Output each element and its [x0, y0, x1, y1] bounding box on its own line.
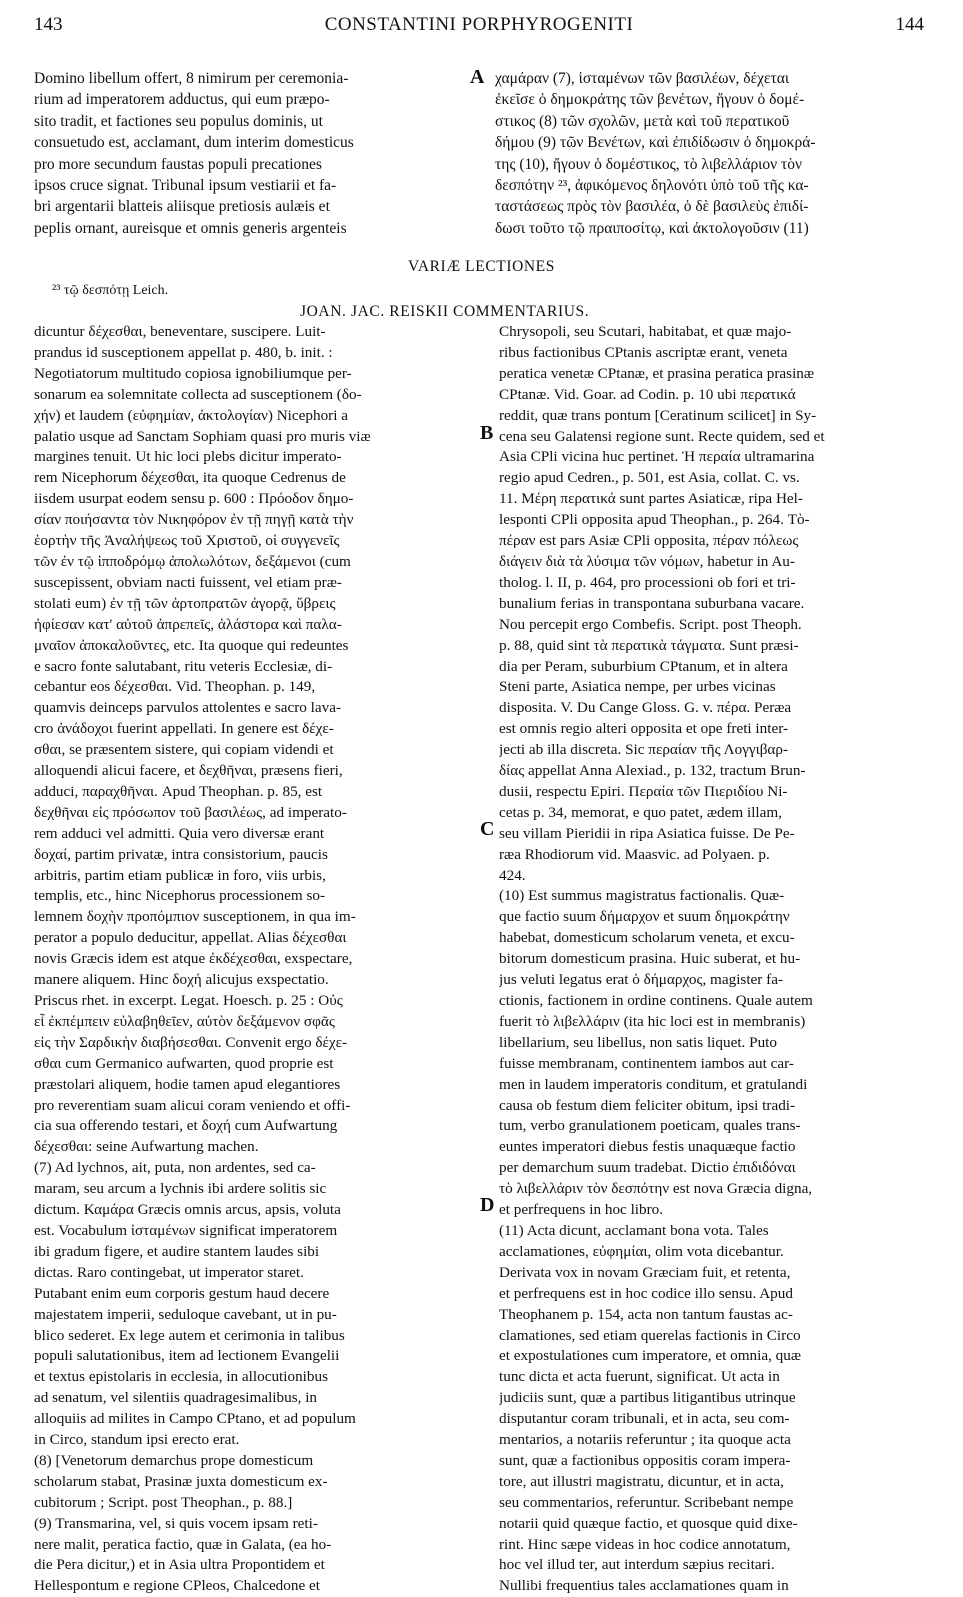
commentary-line: margines tenuit. Ut hic loci plebs dicitur imperato-	[34, 448, 342, 466]
commentary-line: cena seu Galatensi regione sunt. Recte quidem, sed et	[499, 427, 825, 445]
commentary-line: est. Vocabulum ἱσταμένων significat imperatorem	[34, 1221, 338, 1239]
commentary-line: stolati eum) ἐν τῇ τῶν ἀρτοπρατῶν ἀγορᾷ, ὕβρεις	[34, 594, 336, 612]
commentary-line: prandus id susceptionem appellat p. 480, b. init. :	[34, 343, 333, 361]
commentary-line: πέραν est pars Asiæ CPli opposita, πέραν πόλεως	[499, 532, 799, 550]
commentary-line: majestatem imperii, seduloque cavebant, ut in pu-	[34, 1305, 337, 1323]
commentary-line: seu commentarios, referuntur. Scribebant nempe	[499, 1493, 794, 1511]
greek-line: στικος (8) τῶν σχολῶν, μετὰ καὶ τοῦ περατικοῦ	[495, 112, 790, 130]
commentary-line: fuerit τὸ λιβελλάριν (ita hic loci est in membranis)	[499, 1012, 806, 1030]
commentary-line: Derivata vox in novam Græciam fuit, et retenta,	[499, 1263, 791, 1281]
commentary-line: men in laudem imperatoris conditum, et gratulandi	[499, 1075, 808, 1093]
commentary-line: arbitris, partim etiam publicæ in foro, viis urbis,	[34, 866, 326, 884]
commentary-line: disposita. V. Du Cange Gloss. G. v. πέρα. Peræa	[499, 699, 792, 717]
commentary-heading: JOAN. JAC. REISKII COMMENTARIUS.	[300, 303, 590, 320]
greek-line: της (10), ἤγουν ὁ δομέστικος, τὸ λιβελλάριον τὸν	[495, 155, 802, 173]
commentary-line: iisdem usurpat eodem sensu p. 600 : Πρόοδον δημο-	[34, 490, 354, 508]
commentary-line: reddit, quæ trans pontum [Ceratinum scilicet] in Sy-	[499, 406, 817, 424]
latin-line: Domino libellum offert, 8 nimirum per ceremonia-	[34, 70, 349, 87]
commentary-line: σίαν ποιήσαντα τὸν Νικηφόρον ἐν τῇ πηγῇ κατὰ τὴν	[34, 511, 354, 529]
commentary-line: rem Nicephorum δέχεσθαι, ita quoque Cedrenus de	[34, 469, 346, 487]
commentary-line: CPtanæ. Vid. Goar. ad Codin. p. 10 ubi περατικά	[499, 385, 796, 403]
commentary-line: ibi gradum figere, et audire stantem laudes sibi	[34, 1242, 320, 1260]
commentary-line: et perfrequens in hoc libro.	[499, 1201, 664, 1219]
commentary-line: acclamationes, εὐφημίαι, olim vota dicebantur.	[499, 1242, 784, 1260]
margin-marker-b: B	[480, 422, 494, 444]
margin-marker-a: A	[470, 66, 485, 88]
commentary-line: Theophanem p. 154, acta non tantum faustas ac-	[499, 1305, 793, 1323]
commentary-line: habebat, domesticum scholarum veneta, et excu-	[499, 929, 795, 947]
commentary-line: 424.	[499, 866, 526, 884]
commentary-line: (11) Acta dicunt, acclamant bona vota. Tales	[499, 1221, 769, 1239]
commentary-line: præstolari aliquem, hodie tamen apud elegantiores	[34, 1075, 341, 1093]
commentary-line: Priscus rhet. in excerpt. Legat. Hoesch. p. 25 : Οὐς	[34, 992, 343, 1009]
commentary-right-column	[499, 322, 927, 1597]
greek-line: ἐκεῖσε ὁ δημοκράτης τῶν βενέτων, ἤγουν ὁ δομέ-	[495, 91, 805, 109]
commentary-left-column	[34, 322, 480, 1597]
commentary-line: dia per Peram, suburbium CPtanum, et in altera	[499, 657, 788, 675]
commentary-line: populi salutationibus, item ad lectionem Evangelii	[34, 1347, 340, 1365]
running-title: CONSTANTINI PORPHYROGENITI	[324, 14, 634, 35]
commentary-line: δέχεσθαι: seine Aufwartung machen.	[34, 1138, 259, 1156]
commentary-line: notarii quid quæque factio, et quosque quid dixe-	[499, 1514, 798, 1532]
commentary-line: cro ἀνάδοχοι fuerint appellati. In genere est δέχε-	[34, 720, 334, 738]
commentary-line: que factio suum δήμαρχον et suum δημοκράτην	[499, 908, 790, 926]
commentary-line: tunc dicta et acta fuerunt, significat. Ut acta in	[499, 1368, 780, 1386]
latin-line: peplis ornant, aureisque et omnis generis argenteis	[34, 219, 347, 237]
commentary-line: lesponti CPli opposita apud Theophan., p. 264. Τὸ-	[499, 511, 810, 529]
latin-line: rium ad imperatorem adductus, qui eum præpo-	[34, 91, 330, 109]
latin-line: ipsos cruce signat. Tribunal ipsum vestiarii et fa-	[34, 177, 337, 195]
latin-translation	[34, 68, 486, 239]
commentary-line: δοχαί, partim privatæ, intra consistorium, paucis	[34, 845, 328, 863]
commentary-line: εἰς τὴν Σαρδικὴν διαβήσεσθαι. Convenit ergo δέχε-	[34, 1033, 348, 1051]
commentary-line: Nullibi frequentius tales acclamationes quam in	[499, 1577, 789, 1595]
latin-line: consuetudo est, acclamant, dum interim domesticus	[34, 134, 354, 152]
commentary-line: ἠφίεσαν κατ' αὐτοῦ ἀπρεπεῖς, ἀλάστορα καὶ παλα-	[34, 615, 342, 633]
commentary-line: ribus factionibus CPtanis ascriptæ erant, veneta	[499, 343, 788, 361]
commentary-line: quamvis deinceps parvulos attolentes e sacro lava-	[34, 699, 342, 717]
commentary-line: et perfrequens est in hoc codice illo sensu. Apud	[499, 1284, 793, 1302]
commentary-line: (9) Transmarina, vel, si quis vocem ipsam reti-	[34, 1514, 318, 1532]
commentary-line: Steni parte, Asiatica nempe, per urbes vicinas	[499, 678, 776, 696]
commentary-line: adduci, παραχθῆναι. Apud Theophan. p. 85, est	[34, 782, 323, 800]
commentary-line: (8) [Venetorum demarchus prope domesticum	[34, 1451, 314, 1469]
commentary-line: causa ob festum diem feliciter obitum, ipsi tradi-	[499, 1096, 796, 1114]
commentary-line: p. 88, quid sint τὰ περατικὰ τάγματα. Sunt præsi-	[499, 636, 799, 654]
commentary-line: blico sederet. Ex lege autem et cerimonia in talibus	[34, 1326, 345, 1344]
commentary-line: Negotiatorum multitudo copiosa ignobiliumque per-	[34, 364, 352, 382]
commentary-line: διάγειν διὰ τὰ λύσιμα τῶν νόμων, habetur in Au-	[499, 552, 795, 570]
greek-line: δωσι τοῦτο τῷ πραιποσίτῳ, καὶ ἀκτολογοῦσιν (11)	[495, 219, 809, 237]
commentary-line: nere malit, peratica factio, quæ in Galata, (ea ho-	[34, 1535, 332, 1553]
commentary-line: Chrysopoli, seu Scutari, habitabat, et quæ majo-	[499, 323, 792, 340]
commentary-line: ad senatum, vel silentiis quadragesimalibus, in	[34, 1389, 318, 1407]
margin-marker-d: D	[480, 1194, 495, 1216]
commentary-line: pro reverentiam suam alicui coram veniendo et offi-	[34, 1096, 351, 1114]
commentary-line: hoc vel illud ter, aut interdum sæpius recitari.	[499, 1556, 775, 1574]
margin-marker-c: C	[480, 818, 495, 840]
page-header	[34, 14, 924, 44]
greek-line: δεσπότην ²³, ἀφικόμενος δηλονότι ὑπὸ τοῦ τῆς κα-	[495, 177, 809, 195]
commentary-line: ræa Rhodiorum vid. Maasvic. ad Polyaen. p.	[499, 845, 770, 863]
commentary-line: μναῖον ἀποκαλοῦντες, etc. Ita quoque qui redeuntes	[34, 636, 349, 654]
commentary-line: maram, seu arcum a lychnis ibi ardere solitis sic	[34, 1180, 327, 1198]
commentary-line: judiciis sunt, quæ a partibus litigantibus utrinque	[499, 1389, 796, 1407]
commentary-line: Asia CPli vicina huc pertinet. Ἡ περαία ultramarina	[499, 448, 815, 466]
commentary-line: cia sua offerendo testari, et δοχή cum Aufwartung	[34, 1117, 338, 1135]
commentary-line: cubitorum ; Script. post Theophan., p. 88.]	[34, 1493, 293, 1511]
commentary-line: dusii, respectu Epiri. Περαία τῶν Πιεριδίου Ni-	[499, 782, 788, 800]
commentary-line: est omnis regio alteri opposita et ope freti inter-	[499, 720, 789, 738]
commentary-line: sonarum ea solemnitate collecta ad susceptionem (δο-	[34, 385, 362, 403]
commentary-line: clamationes, sed etiam querelas factionis in Circo	[499, 1326, 801, 1344]
commentary-line: in Circo, standum ipsi erecto erat.	[34, 1431, 240, 1449]
commentary-line: εἶ ἐκπέμπειν εὐλαβηθεῖεν, αὐτὸν δεξάμενον σφᾶς	[34, 1012, 335, 1030]
commentary-line: palatio usque ad Sanctam Sophiam quasi pro muris viæ	[34, 427, 371, 445]
latin-line: bri argentarii blatteis aliisque pretiosis aulæis et	[34, 198, 330, 216]
latin-line: sito tradit, et factiones seu populus dominis, ut	[34, 112, 323, 130]
commentary-line: 11. Μέρη περατικά sunt partes Asiaticæ, ripa Hel-	[499, 490, 803, 508]
page-number-right: 144	[895, 14, 924, 35]
commentary-line: perator a populo deducitur, appellat. Alias δέχεσθαι	[34, 929, 347, 947]
commentary-line: fuisse membranam, continentem iambos aut car-	[499, 1054, 794, 1072]
commentary-line: disputantur coram tribunali, et in acta, seu com-	[499, 1410, 790, 1428]
commentary-line: templis, etc., hinc Nicephorus processionem so-	[34, 887, 326, 905]
commentary-line: Hellespontum e regione CPleos, Chalcedone et	[34, 1577, 320, 1595]
variant-footnote: ²³ τῷ δεσπότῃ Leich.	[52, 283, 169, 298]
commentary-line: mentarios, a notariis referuntur ; ita quoque acta	[499, 1431, 791, 1449]
commentary-line: rem adduci vel admitti. Quia vero diversæ erant	[34, 824, 325, 842]
latin-line: pro more secundum faustas populi precationes	[34, 155, 322, 173]
commentary-line: et expostulationes cum imperatore, et omnia, quæ	[499, 1347, 801, 1365]
commentary-line: lemnem δοχὴν προπόμπιον susceptionem, in qua im-	[34, 908, 356, 926]
commentary-line: dictum. Καμάρα Græcis omnis arcus, apsis, voluta	[34, 1201, 341, 1219]
commentary-line: (7) Ad lychnos, ait, puta, non ardentes, sed ca-	[34, 1159, 316, 1177]
commentary-line: suscepissent, obviam nacti fuissent, vel etiam præ-	[34, 573, 342, 591]
variae-lectiones-heading: VARIÆ LECTIONES	[408, 258, 555, 275]
commentary-line: dictas. Raro contingebat, ut imperator staret.	[34, 1263, 304, 1281]
commentary-line: bunalium ferias in transpontana suburbana vacare.	[499, 594, 805, 612]
commentary-line: et textus epistolaris in ecclesia, in allocutionibus	[34, 1368, 328, 1386]
commentary-line: scholarum stabat, Prasinæ juxta domesticum ex-	[34, 1472, 328, 1490]
commentary-line: σθαι, se præsentem sistere, qui copiam videndi et	[34, 741, 334, 759]
commentary-line: e sacro fonte salutabant, ritu veteris Ecclesiæ, di-	[34, 657, 333, 675]
commentary-line: δεχθῆναι εἰς πρόσωπον τοῦ βασιλέως, ad imperato-	[34, 803, 347, 821]
greek-line: ταστάσεως πρὸς τὸν βασιλέα, ὁ δὲ βασιλεὺς ἐπιδί-	[495, 198, 809, 216]
commentary-line: ctionis, factionem in ordine continens. Quale autem	[499, 992, 813, 1009]
commentary-line: tum, verbo granulationem poeticam, quales trans-	[499, 1117, 801, 1135]
greek-line: δήμου (9) τῶν Βενέτων, καὶ ἐπιδίδωσιν ὁ δημοκρά-	[495, 134, 816, 152]
commentary-line: novis Græcis idem est atque ἐκδέχεσθαι, exspectare,	[34, 950, 353, 968]
page-number-left: 143	[34, 14, 63, 35]
commentary-line: jecti ab illa discreta. Sic περαίαν τῆς Λογγιβαρ-	[499, 741, 789, 759]
commentary-line: dicuntur δέχεσθαι, beneventare, suscipere. Luit-	[34, 323, 326, 340]
commentary-line: euntes imperatori diebus festis unaquæque factio	[499, 1138, 796, 1156]
commentary-line: tholog. l. II, p. 464, pro processioni ob fori et tri-	[499, 573, 796, 591]
commentary-line: peratica venetæ CPtanæ, et prasina peratica prasinæ	[499, 364, 815, 382]
commentary-line: χήν) et laudem (εὐφημίαν, ἀκτολογίαν) Nicephori a	[34, 406, 348, 424]
commentary-line: σθαι cum Germanico aufwarten, quod proprie est	[34, 1054, 334, 1072]
commentary-line: Nou percepit ergo Combefis. Script. post Theoph.	[499, 615, 802, 633]
commentary-line: τῶν ἐν τῷ ἱπποδρόμῳ ἀπολωλότων, δεξάμενοι (cum	[34, 552, 351, 570]
commentary-line: ἑορτὴν τῆς Ἀναλήψεως τοῦ Χριστοῦ, οἱ συγγενεῖς	[34, 532, 340, 550]
commentary-line: jus veluti legatus erat ὁ δήμαρχος, magister fa-	[499, 971, 784, 989]
commentary-line: alloquiis ad milites in Campo CPtano, et ad populum	[34, 1410, 356, 1428]
commentary-line: δίας appellat Anna Alexiad., p. 132, tractum Brun-	[499, 762, 806, 780]
commentary-line: libellarium, seu libellus, non satis liquet. Puto	[499, 1033, 777, 1051]
commentary-line: sunt, quæ a factionibus oppositis coram impera-	[499, 1451, 791, 1469]
greek-text	[495, 68, 925, 239]
commentary-line: bitorum domesticum prasina. Huic suberat, et hu-	[499, 950, 801, 968]
commentary-line: per demarchum suum tradebat. Dictio ἐπιδιδόναι	[499, 1159, 796, 1177]
commentary-line: tore, aut illustri magistratu, dicuntur, et in acta,	[499, 1472, 784, 1490]
commentary-line: cetas p. 34, memorat, e quo patet, ædem illam,	[499, 803, 783, 821]
commentary-line: alloquendi alicui facere, et δεχθῆναι, præsens fieri,	[34, 762, 343, 780]
commentary-line: Putabant enim eum corporis gestum haud decere	[34, 1284, 330, 1302]
commentary-line: cebantur eos δέχεσθαι. Vid. Theophan. p. 149,	[34, 678, 316, 696]
commentary-line: (10) Est summus magistratus factionalis. Quæ-	[499, 887, 785, 905]
commentary-line: τὸ λιβελλάριν τὸν δεσπότην est nova Græcia digna,	[499, 1180, 813, 1198]
commentary-line: die Pera dicitur,) et in Asia ultra Propontidem et	[34, 1556, 325, 1574]
commentary-line: rint. Hinc sæpe videas in hoc codice annotatum,	[499, 1535, 791, 1553]
greek-line: χαμάραν (7), ἱσταμένων τῶν βασιλέων, δέχεται	[495, 70, 789, 87]
commentary-line: seu villam Pieridii in ripa Asiatica fuisse. De Pe-	[499, 824, 795, 842]
commentary-line: regio apud Cedren., p. 501, est Asia, collat. C. vs.	[499, 469, 800, 487]
commentary-line: manere aliquem. Hinc δοχή alicujus exspectatio.	[34, 971, 329, 989]
